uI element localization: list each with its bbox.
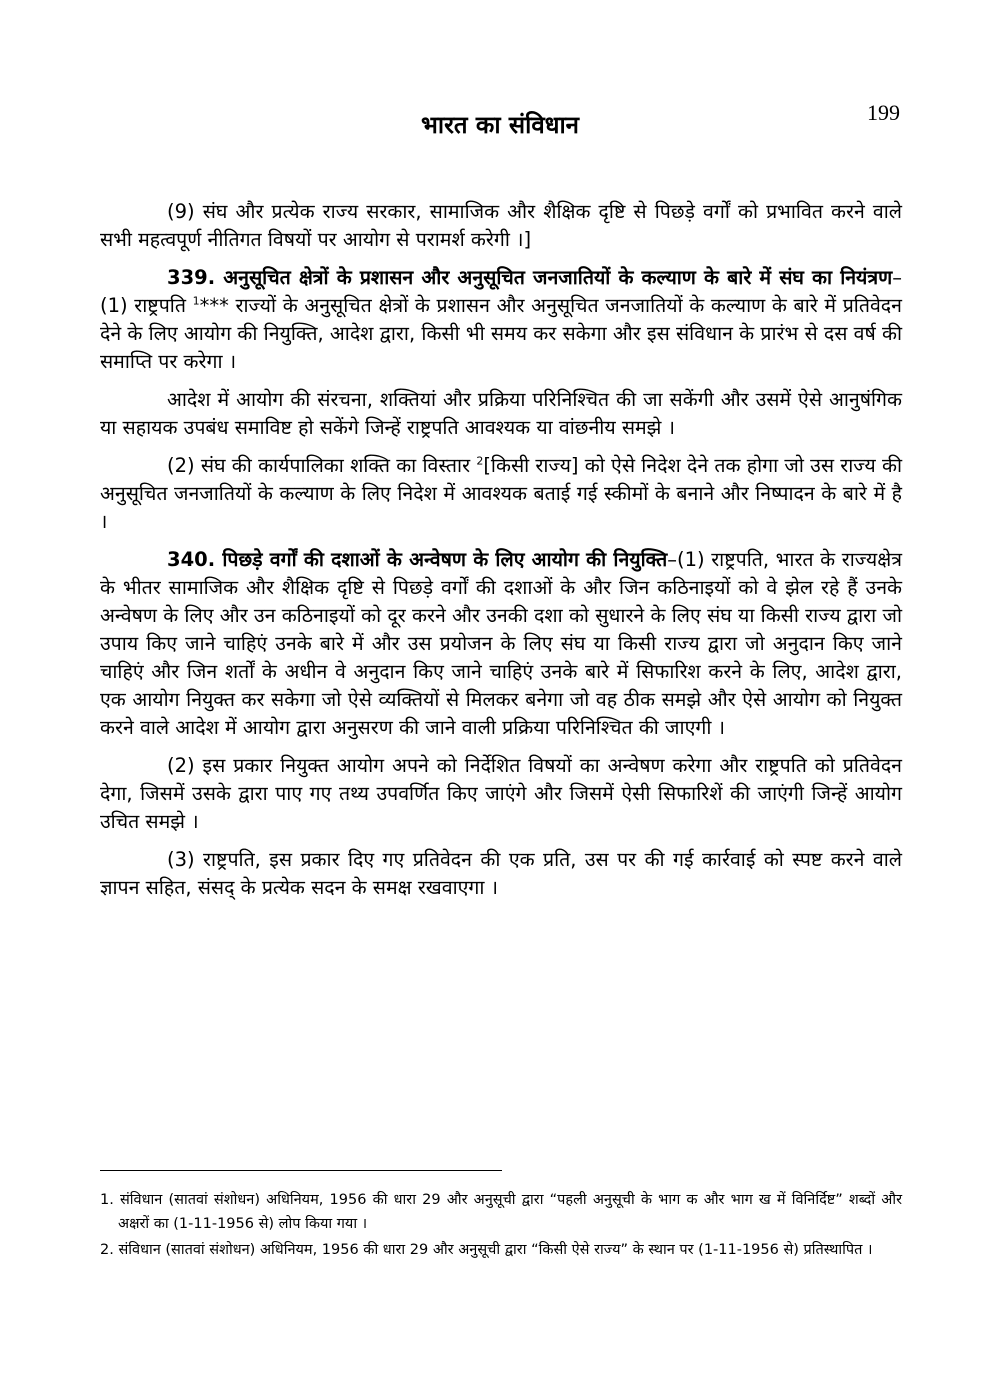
article-340-heading: 340. पिछड़े वर्गों की दशाओं के अन्वेषण के लिए आयोग की नियुक्ति <box>167 548 668 571</box>
article-339-clause-1-prefix: –(1) राष्ट्रपति <box>100 266 902 317</box>
footnote-divider <box>100 1170 502 1171</box>
footnotes <box>100 1188 902 1264</box>
article-339-heading: 339. अनुसूचित क्षेत्रों के प्रशासन और अनुसूचित जनजातियों के कल्याण के बारे में संघ का नियंत्रण <box>167 266 893 289</box>
article-339-order-paragraph: आदेश में आयोग की संरचना, शक्तियां और प्रक्रिया परिनिश्चित की जा सकेंगी और उसमें ऐसे आनुषंगिक या सहायक उपबंध समाविष्ट हो सकेंगे जिन्हें राष्ट्रपति आवश्यक या वांछनीय समझे । <box>100 388 902 439</box>
article-340-clause-3: (3) राष्ट्रपति, इस प्रकार दिए गए प्रतिवेदन की एक प्रति, उस पर की गई कार्रवाई को स्पष्ट करने वाले ज्ञापन सहित, संसद् के प्रत्येक सदन के समक्ष रखवाएगा । <box>100 848 902 899</box>
page-number: 199 <box>867 100 900 125</box>
article-340-clause-1-text: –(1) राष्ट्रपति, भारत के राज्यक्षेत्र के भीतर सामाजिक और शैक्षिक दृष्टि से पिछड़े वर्गों की दशाओं के और जिन कठिनाइयों को वे झेल रहे हैं उनके अन्वेषण के लिए और उन कठिनाइयों को दूर करने और उनकी दशा को सुधारने के लिए संघ या किसी राज्य द्वारा जो उपाय किए जाने चाहिएं उनके बारे में और उस प्रयोजन के लिए संघ या किसी राज्य द्वारा जो अनुदान किए जाने चाहिएं और जिन शर्तों के अधीन वे अनुदान किए जाने चाहिएं उनके बारे में सिफारिश करने के लिए, आदेश द्वारा, एक आयोग नियुक्त कर सकेगा जो ऐसे व्यक्तियों से मिलकर बनेगा जो वह ठीक समझे और ऐसे आयोग को नियुक्त करने वाले आदेश में आयोग द्वारा अनुसरण की जाने वाली प्रक्रिया परिनिश्चित की जाएगी । <box>100 548 902 739</box>
page-title: भारत का संविधान <box>420 111 580 139</box>
article-339-clause-2 <box>100 452 902 536</box>
footnote-ref-1: 1 <box>192 294 200 308</box>
paragraph-clause-9: (9) संघ और प्रत्येक राज्य सरकार, सामाजिक और शैक्षिक दृष्टि से पिछड़े वर्गों को प्रभावित करने वाले सभी महत्वपूर्ण नीतिगत विषयों पर आयोग से परामर्श करेगी ।] <box>100 200 902 251</box>
document-body <box>100 198 902 912</box>
footnote-2: 2. संविधान (सातवां संशोधन) अधिनियम, 1956 की धारा 29 और अनुसूची द्वारा “किसी ऐसे राज्य” के स्थान पर (1-11-1956 से) प्रतिस्थापित । <box>100 1242 873 1258</box>
article-340-paragraph <box>100 546 902 742</box>
footnote-1: 1. संविधान (सातवां संशोधन) अधिनियम, 1956 की धारा 29 और अनुसूची द्वारा “पहली अनुसूची के भाग क और भाग ख में विनिर्दिष्ट” शब्दों और अक्षरों का (1-11-1956 से) लोप किया गया । <box>100 1192 902 1232</box>
article-339-paragraph <box>100 264 902 376</box>
article-339-clause-2-text: [किसी राज्य] को ऐसे निदेश देने तक होगा जो उस राज्य की अनुसूचित जनजातियों के कल्याण के लिए निदेश में आवश्यक बताई गई स्कीमों के बनाने और निष्पादन के बारे में है । <box>100 454 903 533</box>
article-339-clause-2-prefix: (2) संघ की कार्यपालिका शक्ति का विस्तार <box>167 454 477 477</box>
article-340-clause-2: (2) इस प्रकार नियुक्त आयोग अपने को निर्देशित विषयों का अन्वेषण करेगा और राष्ट्रपति को प्रतिवेदन देगा, जिसमें उसके द्वारा पाए गए तथ्य उपवर्णित किए जाएंगे और जिसमें ऐसी सिफारिशें की जाएंगी जिन्हें आयोग उचित समझे । <box>100 754 902 833</box>
footnote-ref-2: 2 <box>476 454 484 468</box>
article-339-clause-1-text: *** राज्यों के अनुसूचित क्षेत्रों के प्रशासन और अनुसूचित जनजातियों के कल्याण के बारे में प्रतिवेदन देने के लिए आयोग की नियुक्ति, आदेश द्वारा, किसी भी समय कर सकेगा और इस संविधान के प्रारंभ से दस वर्ष की समाप्ति पर करेगा । <box>100 294 902 373</box>
page-header <box>0 100 1000 150</box>
